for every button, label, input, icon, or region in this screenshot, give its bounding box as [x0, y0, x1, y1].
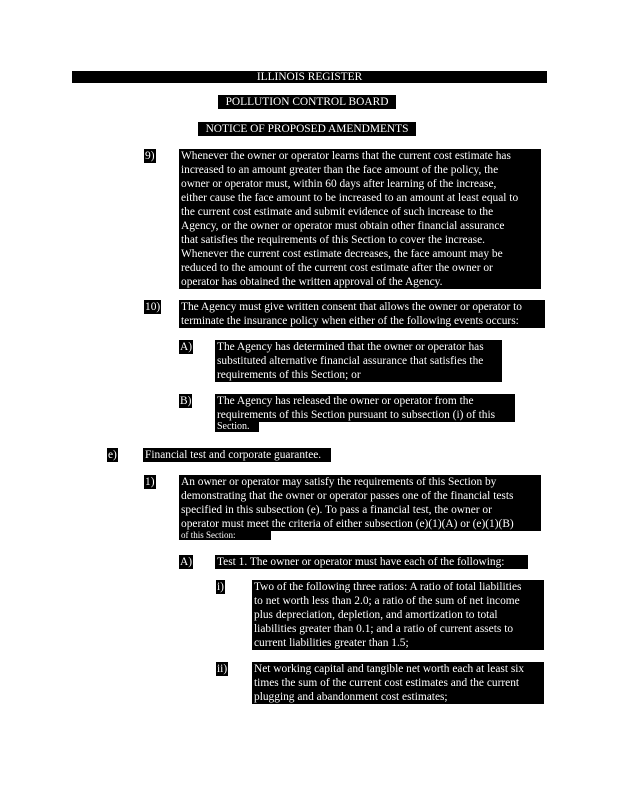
item-i-text: Two of the following three ratios: A ratio of total liabilities to net worth less than 2.0; a ratio of the sum of net income plus depreciation, depletion, and amortization to total liabilities greater than 0.1; and a ratio of current assets to current liabilities greater than 1.5; — [252, 580, 544, 650]
item-ii-marker: ii) — [217, 663, 228, 675]
notice-title: NOTICE OF PROPOSED AMENDMENTS — [198, 122, 416, 136]
item-ii-text: Net working capital and tangible net worth each at least six times the sum of the current cost estimates and the current plugging and abandonment cost estimates; — [252, 662, 544, 704]
item-9-text: Whenever the owner or operator learns that the current cost estimate has increased to an amount greater than the face amount of the policy, the owner or operator must, within 60 days after learning of the increase, either cause the face amount to be increased to an amount at least equal to the current cost estimate and submit evidence of such increase to the Agency, or the owner or operator must obtain other financial assurance that satisfies the requirements of this Section to cover the increase. Whenever the current cost estimate decreases, the face amount may be reduced to the amount of the current cost estimate after the owner or operator has obtained the written approval of the Agency. — [179, 149, 541, 289]
item-10-marker: 10) — [145, 301, 161, 313]
item-1-tail: of this Section: — [179, 530, 271, 540]
item-a-text: The Agency has determined that the owner or operator has substituted alternative financial assurance that satisfies the requirements of this Section; or — [215, 340, 502, 382]
item-b-text: The Agency has released the owner or operator from the requirements of this Section pursuant to subsection (i) of this — [215, 394, 515, 422]
item-1-marker: 1) — [145, 476, 155, 488]
item-10-text: The Agency must give written consent that allows the owner or operator to terminate the insurance policy when either of the following events occurs: — [179, 300, 545, 328]
item-b-tail: Section. — [215, 421, 259, 432]
item-b-marker: B) — [180, 395, 192, 407]
board-title: POLLUTION CONTROL BOARD — [218, 95, 396, 109]
item-e-marker: e) — [108, 449, 117, 461]
item-a2-text: Test 1. The owner or operator must have each of the following: — [215, 555, 528, 569]
item-1-text: An owner or operator may satisfy the requirements of this Section by demonstrating that the owner or operator passes one of the financial tests specified in this subsection (e). To pass a financial test, the owner or operator must meet the criteria of either subsection (e)(1)(A) or (e)(1)(B) — [179, 475, 541, 531]
item-e-text: Financial test and corporate guarantee. — [143, 448, 331, 462]
item-i-marker: i) — [217, 581, 224, 593]
item-a-marker: A) — [180, 341, 193, 353]
item-a2-marker: A) — [180, 556, 193, 568]
item-9-marker: 9) — [145, 150, 155, 162]
register-title: ILLINOIS REGISTER — [72, 71, 547, 83]
